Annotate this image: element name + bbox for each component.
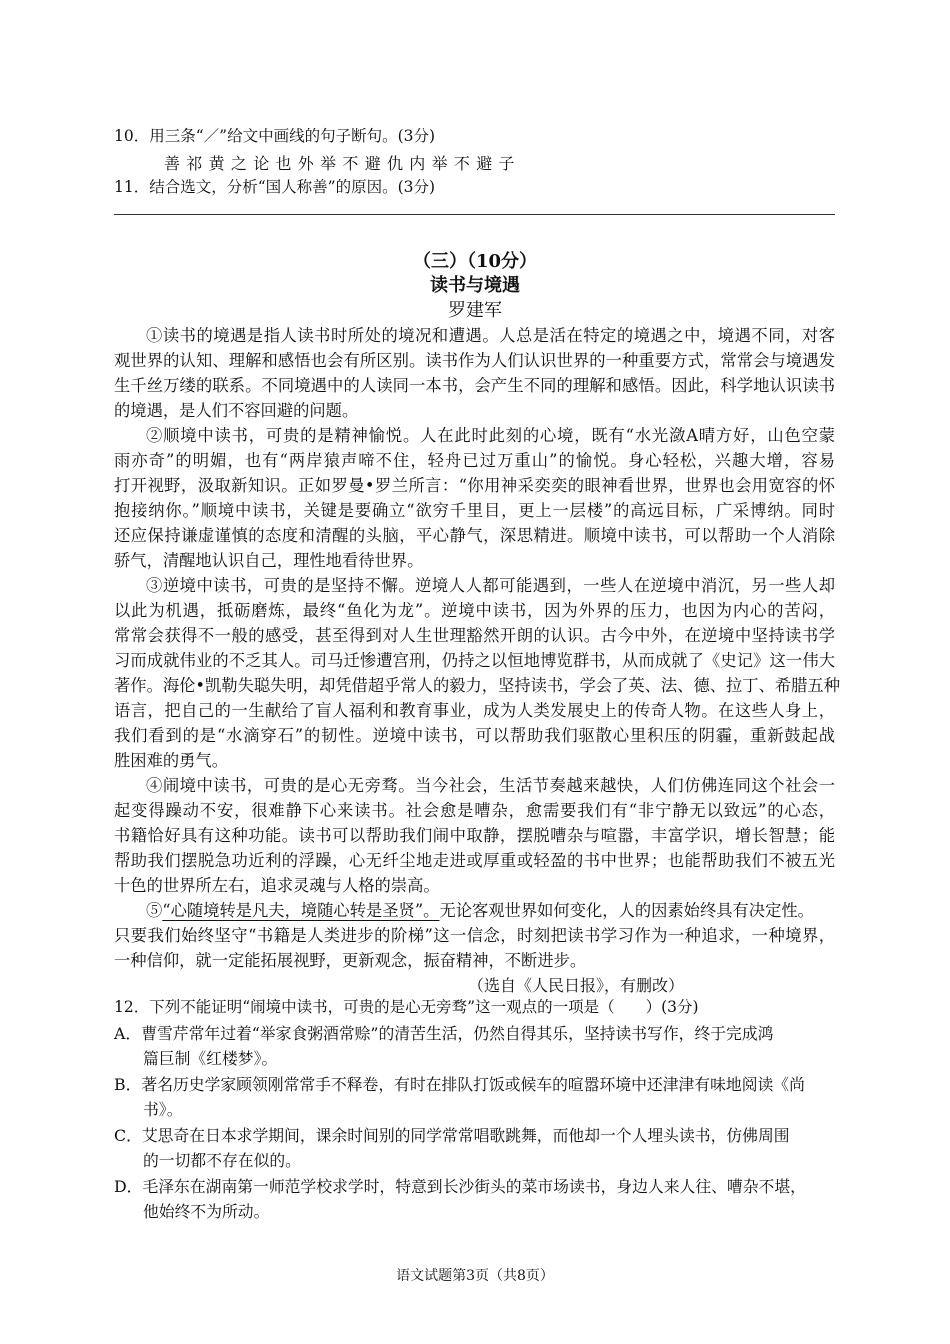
paragraph-line: 语言，把自己的一生献给了盲人福利和教育事业，成为人类发展史上的传奇人物。在这些人身上，	[114, 701, 835, 720]
paragraph-line	[146, 898, 835, 924]
option-d-cont: 他始终不为所动。	[143, 1202, 270, 1221]
paragraph-line: ①读书的境遇是指人读书时所处的境况和遭遇。人总是活在特定的境遇之中，境遇不同，对客	[146, 326, 835, 345]
paragraph-line: 习而成就伟业的不乏其人。司马迁惨遭宫刑，仍持之以恒地博览群书，从而成就了《史记》这一伟大	[114, 651, 835, 670]
paragraph-line: 生千丝万缕的联系。不同境遇中的人读同一本书，会产生不同的理解和感悟。因此，科学地认识读书	[114, 376, 835, 395]
paragraph-number: ⑤	[146, 901, 163, 920]
paragraph-line: ③逆境中读书，可贵的是坚持不懈。逆境人人都可能遇到，一些人在逆境中消沉，另一些人却	[146, 576, 835, 595]
option-a-cont: 篇巨制《红楼梦》。	[143, 1049, 278, 1068]
paragraph-line: 常常会获得不一般的感受，甚至得到对人生世理豁然开朗的认识。古今中外，在逆境中坚持读书学	[114, 626, 835, 645]
paragraph-line: 我们看到的是“水滴穿石”的韧性。逆境中读书，可以帮助我们驱散心里积压的阴霾，重新鼓起战	[114, 726, 835, 745]
answer-line	[114, 214, 835, 215]
paragraph-line: 帮助我们摆脱急功近利的浮躁，心无纤尘地走进或厚重或轻盈的书中世界；也能帮助我们不被五光	[114, 851, 835, 870]
underlined-sentence: “心随境转是凡夫，境随心转是圣贤”。	[162, 901, 440, 920]
option-b: B．著名历史学家顾领刚常常手不释卷，有时在排队打饭或候车的喧嚣环境中还津津有味地阅读《尚	[114, 1075, 805, 1094]
paragraph-text: 无论客观世界如何变化，人的因素始终具有决定性。	[439, 901, 814, 920]
paragraph-line: ②顺境中读书，可贵的是精神愉悦。人在此时此刻的心境，既有“水光潋A晴方好，山色空蒙	[146, 426, 835, 445]
section-heading: （三）（10分）	[412, 251, 538, 272]
paragraph-line: 十色的世界所左右，追求灵魂与人格的崇高。	[114, 876, 440, 895]
option-c: C．艾思奇在日本求学期间，课余时间别的同学常常唱歌跳舞，而他却一个人埋头读书，仿佛周围	[114, 1126, 790, 1145]
paragraph-line: 雨亦奇”的明媚，也有“两岸猿声啼不住，轻舟已过万重山”的愉悦。身心轻松，兴趣大增，容易	[114, 451, 835, 470]
option-a: A．曹雪芹常年过着“举家食粥酒常赊”的清苦生活，仍然自得其乐，坚持读书写作，终于完成鸿	[114, 1024, 774, 1043]
option-d: D．毛泽东在湖南第一师范学校求学时，特意到长沙街头的菜市场读书，身边人来人往、嘈杂不堪，	[114, 1177, 806, 1196]
option-b-cont: 书》。	[143, 1100, 183, 1119]
paragraph-line: 胜困难的勇气。	[114, 751, 228, 770]
question-10-sentence: 善祁黄之论也外举不避仇内举不避子	[164, 154, 521, 173]
paragraph-line: 打开视野，汲取新知识。正如罗曼•罗兰所言：“你用神采奕奕的眼神看世界，世界也会用宽容的怀	[114, 476, 835, 495]
paragraph-line: 骄气，清醒地认识自己，理性地看待世界。	[114, 551, 424, 570]
source-note: （选自《人民日报》，有删改）	[468, 976, 685, 995]
paragraph-line: 以此为机遇，抵砺磨炼，最终“鱼化为龙”。逆境中读书，因为外界的压力，也因为内心的苦闷，	[114, 601, 835, 620]
paragraph-line: 的境遇，是人们不容回避的问题。	[114, 401, 359, 420]
paragraph-line: 抱接纳你。”顺境中读书，关键是要确立“欲穷千里目，更上一层楼”的高远目标，广采博纳。同时	[114, 501, 835, 520]
paragraph-line: 观世界的认知、理解和感悟也会有所区别。读书作为人们认识世界的一种重要方式，常常会与境遇发	[114, 351, 835, 370]
paragraph-line: 只要我们始终坚守“书籍是人类进步的阶梯”这一信念，时刻把读书学习作为一种追求，一种境界，	[114, 926, 835, 945]
question-11: 11．结合选文，分析“国人称善”的原因。(3分)	[114, 178, 436, 196]
paragraph-line: 一种信仰，就一定能拓展视野，更新观念，振奋精神，不断进步。	[114, 951, 587, 970]
question-10: 10．用三条“／”给文中画线的句子断句。(3分)	[114, 127, 436, 145]
page-footer: 语文试题第3页（共8页）	[396, 1268, 554, 1284]
passage-author: 罗建军	[448, 300, 502, 321]
passage-title: 读书与境遇	[430, 275, 520, 296]
paragraph-line: 著作。海伦•凯勒失聪失明，却凭借超乎常人的毅力，坚持读书，学会了英、法、德、拉丁、希腊五种	[114, 676, 840, 695]
paragraph-line: 还应保持谦虚谨慎的态度和清醒的头脑，平心静气，深思精进。顺境中读书，可以帮助一个人消除	[114, 526, 835, 545]
option-c-cont: 的一切都不存在似的。	[143, 1151, 301, 1170]
paragraph-line: 起变得躁动不安，很难静下心来读书。社会愈是嘈杂，愈需要我们有“非宁静无以致远”的心态，	[114, 801, 835, 820]
question-12: 12．下列不能证明“闹境中读书，可贵的是心无旁骛”这一观点的一项是（ ）(3分)	[114, 998, 699, 1016]
paragraph-line: ④闹境中读书，可贵的是心无旁骛。当今社会，生活节奏越来越快，人们仿佛连同这个社会一	[146, 776, 835, 795]
paragraph-line: 书籍恰好具有这种功能。读书可以帮助我们闹中取静，摆脱嘈杂与喧嚣，丰富学识，增长智慧；能	[114, 826, 835, 845]
